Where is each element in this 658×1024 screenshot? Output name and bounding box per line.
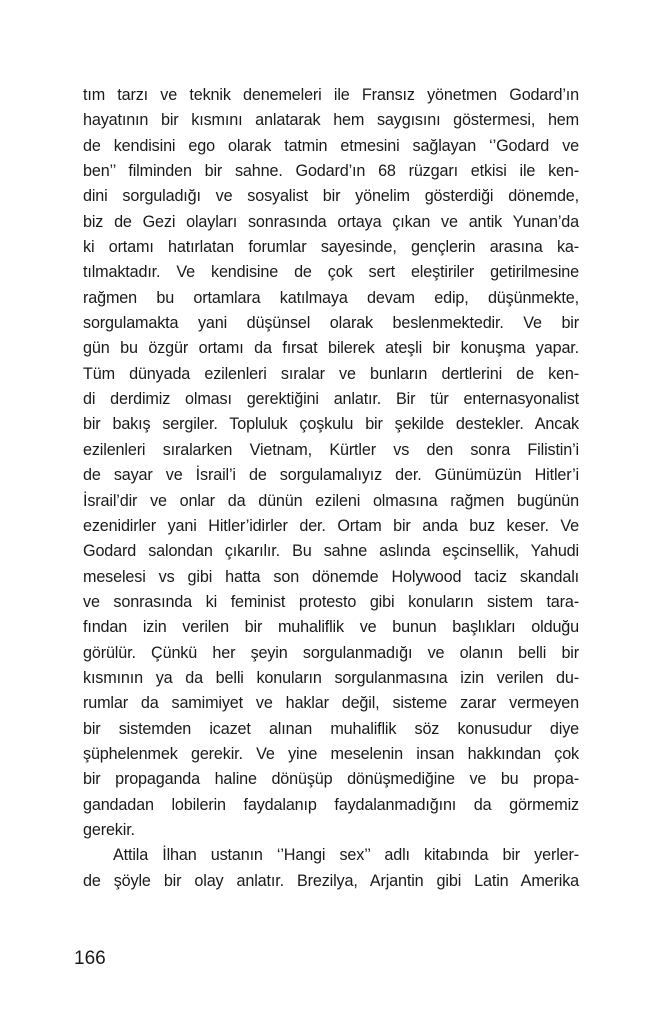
text-line: di derdimiz olması gerektiğini anlatır. Bir tür enternasyonalist <box>83 390 579 409</box>
text-line: biz de Gezi olayları sonrasında ortaya çıkan ve antik Yunan’da <box>83 212 579 231</box>
text-line: tım tarzı ve teknik denemeleri ile Fransız yönetmen Godard’ın <box>83 86 579 104</box>
text-line: fından izin verilen bir muhaliflik ve bunun başlıkları olduğu <box>83 618 579 637</box>
page-number: 166 <box>74 948 106 969</box>
text-line: dini sorguladığı ve sosyalist bir yönelim gösterdiği dönemde, <box>83 187 579 206</box>
body-text <box>83 83 579 894</box>
text-line: bir propaganda haline dönüşüp dönüşmediğine ve bu propa- <box>83 770 579 789</box>
text-line: sorgulamakta yani düşünsel olarak beslenmektedir. Ve bir <box>83 314 579 333</box>
text-line: ve sonrasında ki feminist protesto gibi konuların sistem tara- <box>83 592 579 611</box>
text-line: şüphelenmek gerekir. Ve yine meselenin insan hakkından çok <box>83 744 579 763</box>
text-line: de şöyle bir olay anlatır. Brezilya, Arjantin gibi Latin Amerika <box>83 871 579 890</box>
text-line: bir bakış sergiler. Topluluk çoşkulu bir şekilde destekler. Ancak <box>83 415 579 434</box>
text-line: İsrail’dir ve onlar da dünün ezileni olmasına rağmen bugünün <box>83 491 579 510</box>
text-line: ki ortamı hatırlatan forumlar sayesinde, gençlerin arasına ka- <box>83 238 579 257</box>
text-line: gerekir. <box>83 820 135 839</box>
text-line: de sayar ve İsrail’i de sorgulamalıyız der. Günümüzün Hitler’i <box>83 466 579 485</box>
text-line: ezenidirler yani Hitler’idirler der. Ortam bir anda buz keser. Ve <box>83 516 579 535</box>
text-line: ben’’ filminden bir sahne. Godard’ın 68 rüzgarı etkisi ile ken- <box>83 162 579 181</box>
text-line: Godard salondan çıkarılır. Bu sahne aslında eşcinsellik, Yahudi <box>83 542 579 561</box>
text-line: tılmaktadır. Ve kendisine de çok sert eleştiriler getirilmesine <box>83 263 579 282</box>
text-line: Tüm dünyada ezilenleri sıralar ve bunların dertlerini de ken- <box>83 364 579 383</box>
text-line: ezilenleri sıralarken Vietnam, Kürtler vs den sonra Filistin’i <box>83 440 579 459</box>
text-line: görülür. Çünkü her şeyin sorgulanmadığı ve olanın belli bir <box>83 643 579 662</box>
text-line: rumlar da samimiyet ve haklar değil, sisteme zarar vermeyen <box>83 694 579 713</box>
text-line: gün bu özgür ortamı da fırsat bilerek ateşli bir konuşma yapar. <box>83 339 579 358</box>
text-line: de kendisini ego olarak tatmin etmesini sağlayan ‘’Godard ve <box>83 136 579 155</box>
text-line: gandadan lobilerin faydalanıp faydalanmadığını da görmemiz <box>83 795 579 814</box>
text-line: meselesi vs gibi hatta son dönemde Holywood taciz skandalı <box>83 567 579 586</box>
text-line: bir sistemden icazet alınan muhaliflik söz konusudur diye <box>83 719 579 738</box>
text-line: kısmının ya da belli konuların sorgulanmasına izin verilen du- <box>83 668 579 687</box>
text-line: hayatının bir kısmını anlatarak hem saygısını göstermesi, hem <box>83 111 579 130</box>
paragraph-start-line: Attila İlhan ustanın ‘’Hangi sex’’ adlı kitabında bir yerler- <box>113 846 579 865</box>
text-line: rağmen bu ortamlara katılmaya devam edip, düşünmekte, <box>83 288 579 307</box>
